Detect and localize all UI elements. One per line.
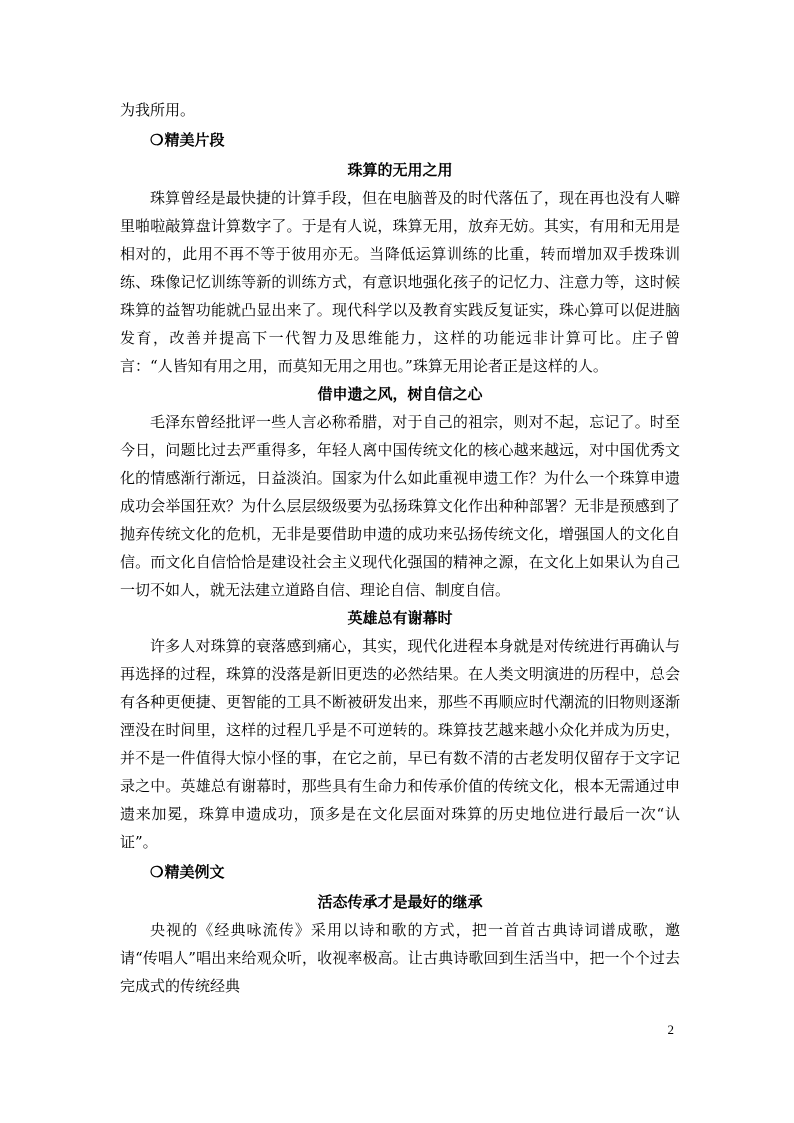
fragment-heading: 珠算的无用之用 — [347, 161, 453, 179]
fragment-heading: 英雄总有谢幕时 — [347, 609, 453, 627]
fragment-body: 珠算曾经是最快捷的计算手段，但在电脑普及的时代落伍了，现在再也没有人噼里啪啦敲算盘计算数字了。于是有人说，珠算无用，放弃无妨。其实，有用和无用是相对的，此用不再不等于彼用亦无。当降低运算训练的比重，转而增加双手拨珠训练、珠像记忆训练等新的训练方式，有意识地强化孩子的记忆力、注意力等，这时候珠算的益智功能就凸显出来了。现代科学以及教育实践反复证实，珠心算可以促进脑发育，改善并提高下一代智力及思维能力，这样的功能远非计算可比。庄子曾言：“人皆知有用之用，而莫知无用之用也。”珠算无用论者正是这样的人。 — [120, 189, 680, 375]
continuation-text: 为我所用。 — [120, 101, 196, 119]
section-title: 精美片段 — [164, 131, 225, 149]
page-content — [120, 96, 680, 1000]
circle-bullet-icon: ❍ — [150, 863, 164, 881]
essay-body: 央视的《经典咏流传》采用以诗和歌的方式，把一首首古典诗词谱成歌，邀请“传唱人”唱出来给观众听，收视率极高。让古典诗歌回到生活当中，把一个个过去完成式的传统经典 — [120, 921, 680, 995]
page-number: 2 — [667, 1022, 674, 1037]
section-title: 精美例文 — [164, 863, 225, 881]
fragment-heading: 借申遗之风，树自信之心 — [317, 385, 483, 403]
section-heading-fragments — [120, 126, 680, 154]
fragment-body: 许多人对珠算的衰落感到痛心，其实，现代化进程本身就是对传统进行再确认与再选择的过程，珠算的没落是新旧更迭的必然结果。在人类文明演进的历程中，总会有各种更便捷、更智能的工具不断被研发出来，那些不再顺应时代潮流的旧物则逐渐湮没在时间里，这样的过程几乎是不可逆转的。珠算技艺越来越小众化并成为历史，并不是一件值得大惊小怪的事，在它之前，早已有数不清的古老发明仅留存于文字记录之中。英雄总有谢幕时，那些具有生命力和传承价值的传统文化，根本无需通过申遗来加冕，珠算申遗成功，顶多是在文化层面对珠算的历史地位进行最后一次“认证”。 — [120, 637, 680, 851]
section-heading-essay — [120, 858, 680, 886]
circle-bullet-icon: ❍ — [150, 131, 164, 149]
fragment-body: 毛泽东曾经批评一些人言必称希腊，对于自己的祖宗，则对不起，忘记了。时至今日，问题比过去严重得多，年轻人离中国传统文化的核心越来越远，对中国优秀文化的情感渐行渐远，日益淡泊。国家为什么如此重视申遗工作？为什么一个珠算申遗成功会举国狂欢？为什么层层级级要为弘扬珠算文化作出种种部署？无非是预感到了抛弃传统文化的危机，无非是要借助申遗的成功来弘扬传统文化，增强国人的文化自信。而文化自信恰恰是建设社会主义现代化强国的精神之源，在文化上如果认为自己一切不如人，就无法建立道路自信、理论自信、制度自信。 — [120, 413, 680, 599]
essay-heading: 活态传承才是最好的继承 — [317, 893, 483, 911]
